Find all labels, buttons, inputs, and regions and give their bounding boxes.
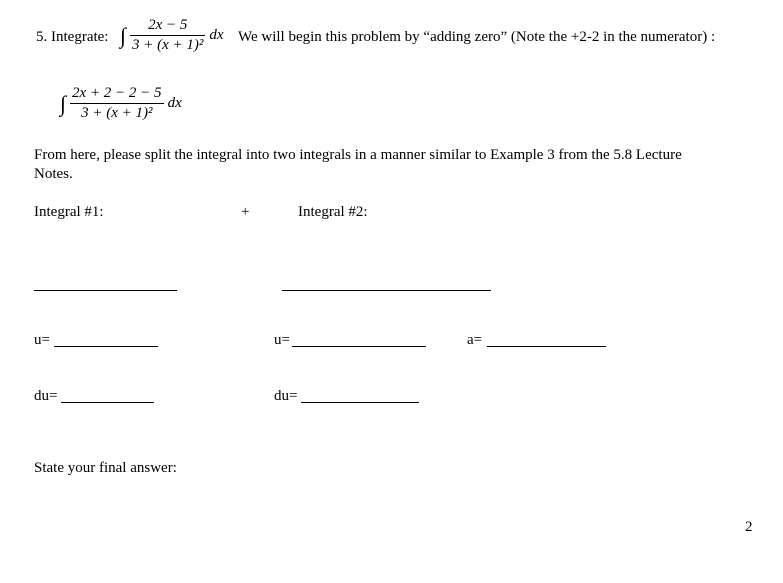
a-label: a= <box>467 332 483 348</box>
integral1-label: Integral #1: <box>34 204 104 220</box>
fraction <box>70 84 164 123</box>
integral1-answer-blank[interactable] <box>34 290 177 291</box>
integral2-answer-blank[interactable] <box>282 290 491 291</box>
rewritten-integral-expression <box>60 84 182 123</box>
u2-label: u= <box>274 332 290 348</box>
problem-label: 5. Integrate: <box>36 29 109 45</box>
u1-answer-blank[interactable] <box>54 346 158 347</box>
integral-sign: ∫ <box>60 91 67 117</box>
dx-symbol: dx <box>167 95 182 112</box>
a-answer-blank[interactable] <box>487 346 606 347</box>
du2-answer-blank[interactable] <box>301 402 419 403</box>
numerator: 2x − 5 <box>130 16 205 36</box>
fraction <box>130 16 205 55</box>
u2-answer-blank[interactable] <box>292 346 426 347</box>
numerator: 2x + 2 − 2 − 5 <box>70 84 164 104</box>
du1-label: du= <box>34 388 58 404</box>
split-instruction-line1: From here, please split the integral into two integrals in a manner similar to Example 3 from the 5.8 Lecture <box>34 147 682 163</box>
problem-instruction: We will begin this problem by “adding zero” (Note the +2-2 in the numerator) : <box>238 29 716 45</box>
integral2-label: Integral #2: <box>298 204 368 220</box>
du2-label: du= <box>274 388 298 404</box>
integral-expression <box>120 16 224 55</box>
final-answer-label: State your final answer: <box>34 460 177 476</box>
page-number: 2 <box>745 519 753 535</box>
plus-sign: + <box>241 204 250 220</box>
integral-sign: ∫ <box>120 23 127 49</box>
u1-label: u= <box>34 332 50 348</box>
denominator: 3 + (x + 1)² <box>132 37 204 53</box>
split-instruction-line2: Notes. <box>34 166 73 182</box>
dx-symbol: dx <box>209 27 224 44</box>
du1-answer-blank[interactable] <box>61 402 154 403</box>
denominator: 3 + (x + 1)² <box>81 105 153 121</box>
